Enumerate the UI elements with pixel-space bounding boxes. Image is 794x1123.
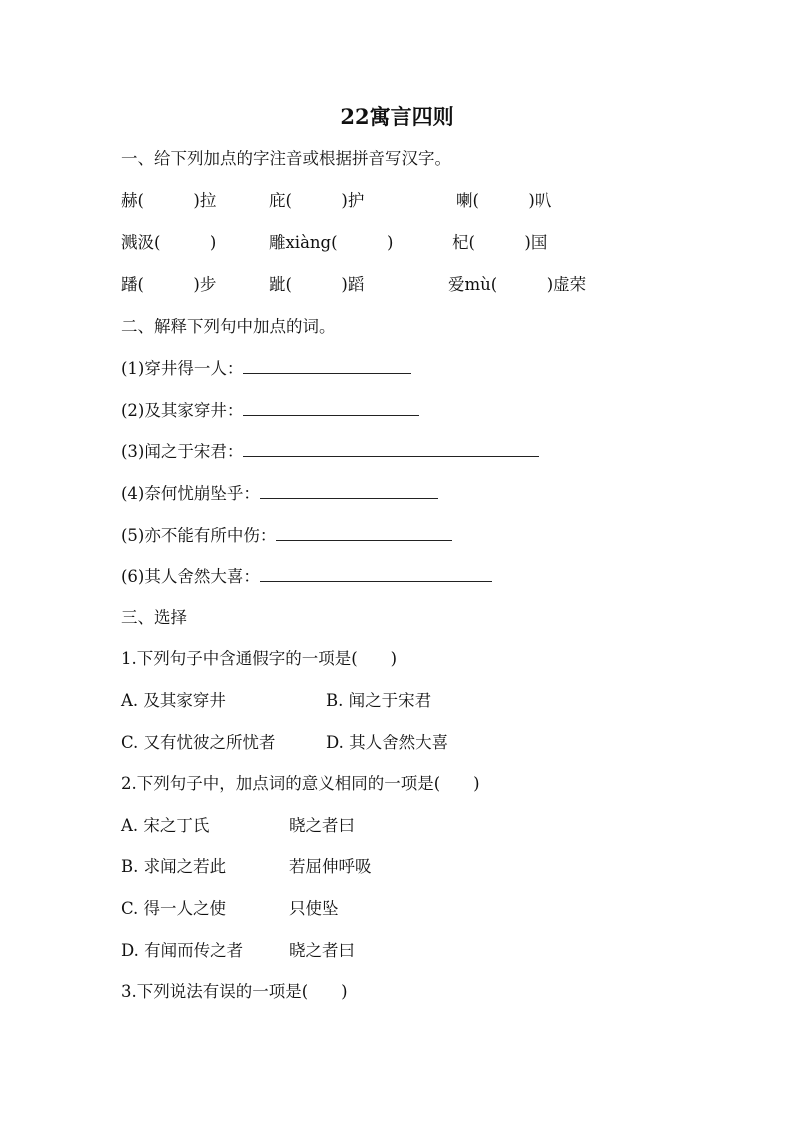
option-d[interactable]: D. 其人舍然大喜: [326, 733, 449, 752]
option-c-pair: 只使坠: [289, 899, 339, 918]
option-b[interactable]: B. 求闻之若此: [121, 857, 227, 876]
option-a[interactable]: A. 及其家穿井: [121, 691, 226, 710]
question-stem: 3.下列说法有误的一项是( ): [121, 982, 348, 1001]
question-stem: 1.下列句子中含通假字的一项是( ): [121, 649, 398, 668]
pinyin-item: 杞( )国: [452, 233, 548, 252]
pinyin-item: 喇( )叭: [456, 191, 552, 210]
explain-item: [121, 525, 452, 547]
explain-item: [121, 566, 492, 588]
explain-label: (1)穿井得一人：: [121, 359, 244, 378]
option-b-pair: 若屈伸呼吸: [289, 857, 372, 876]
pinyin-item: 庇( )护: [269, 191, 365, 210]
section1-heading: 一、给下列加点的字注音或根据拼音写汉字。: [121, 149, 451, 168]
explain-label: (4)奈何忧崩坠乎：: [121, 484, 260, 503]
pinyin-item: 跐( )蹈: [269, 275, 365, 294]
question-stem: 2.下列句子中，加点词的意义相同的一项是( ): [121, 774, 480, 793]
explain-label: (6)其人舍然大喜：: [121, 567, 260, 586]
explain-item: [121, 400, 419, 422]
option-c[interactable]: C. 得一人之使: [121, 899, 227, 918]
pinyin-item: 蹯( )步: [121, 275, 217, 294]
pinyin-item: 爱mù( )虚荣: [448, 275, 587, 294]
option-d[interactable]: D. 有闻而传之者: [121, 941, 244, 960]
explain-item: [121, 441, 539, 463]
pinyin-item: 雕xiàng( ): [269, 233, 394, 252]
section2-heading: 二、解释下列句中加点的词。: [121, 317, 336, 336]
answer-blank[interactable]: [276, 525, 452, 541]
answer-blank[interactable]: [260, 566, 492, 582]
option-a[interactable]: A. 宋之丁氏: [121, 816, 210, 835]
section3-heading: 三、选择: [121, 608, 187, 627]
explain-label: (3)闻之于宋君：: [121, 442, 244, 461]
option-a-pair: 晓之者曰: [289, 816, 355, 835]
pinyin-item: 赫( )拉: [121, 191, 217, 210]
answer-blank[interactable]: [243, 400, 419, 416]
explain-item: [121, 483, 438, 505]
answer-blank[interactable]: [260, 483, 438, 499]
option-c[interactable]: C. 又有忧彼之所忧者: [121, 733, 276, 752]
answer-blank[interactable]: [243, 358, 411, 374]
explain-label: (5)亦不能有所中伤：: [121, 526, 277, 545]
explain-item: [121, 358, 411, 380]
page-title: 22寓言四则: [340, 104, 454, 129]
answer-blank[interactable]: [243, 441, 539, 457]
option-b[interactable]: B. 闻之于宋君: [326, 691, 432, 710]
explain-label: (2)及其家穿井：: [121, 401, 244, 420]
option-d-pair: 晓之者曰: [289, 941, 355, 960]
pinyin-item: 溅汲( ): [121, 233, 217, 252]
